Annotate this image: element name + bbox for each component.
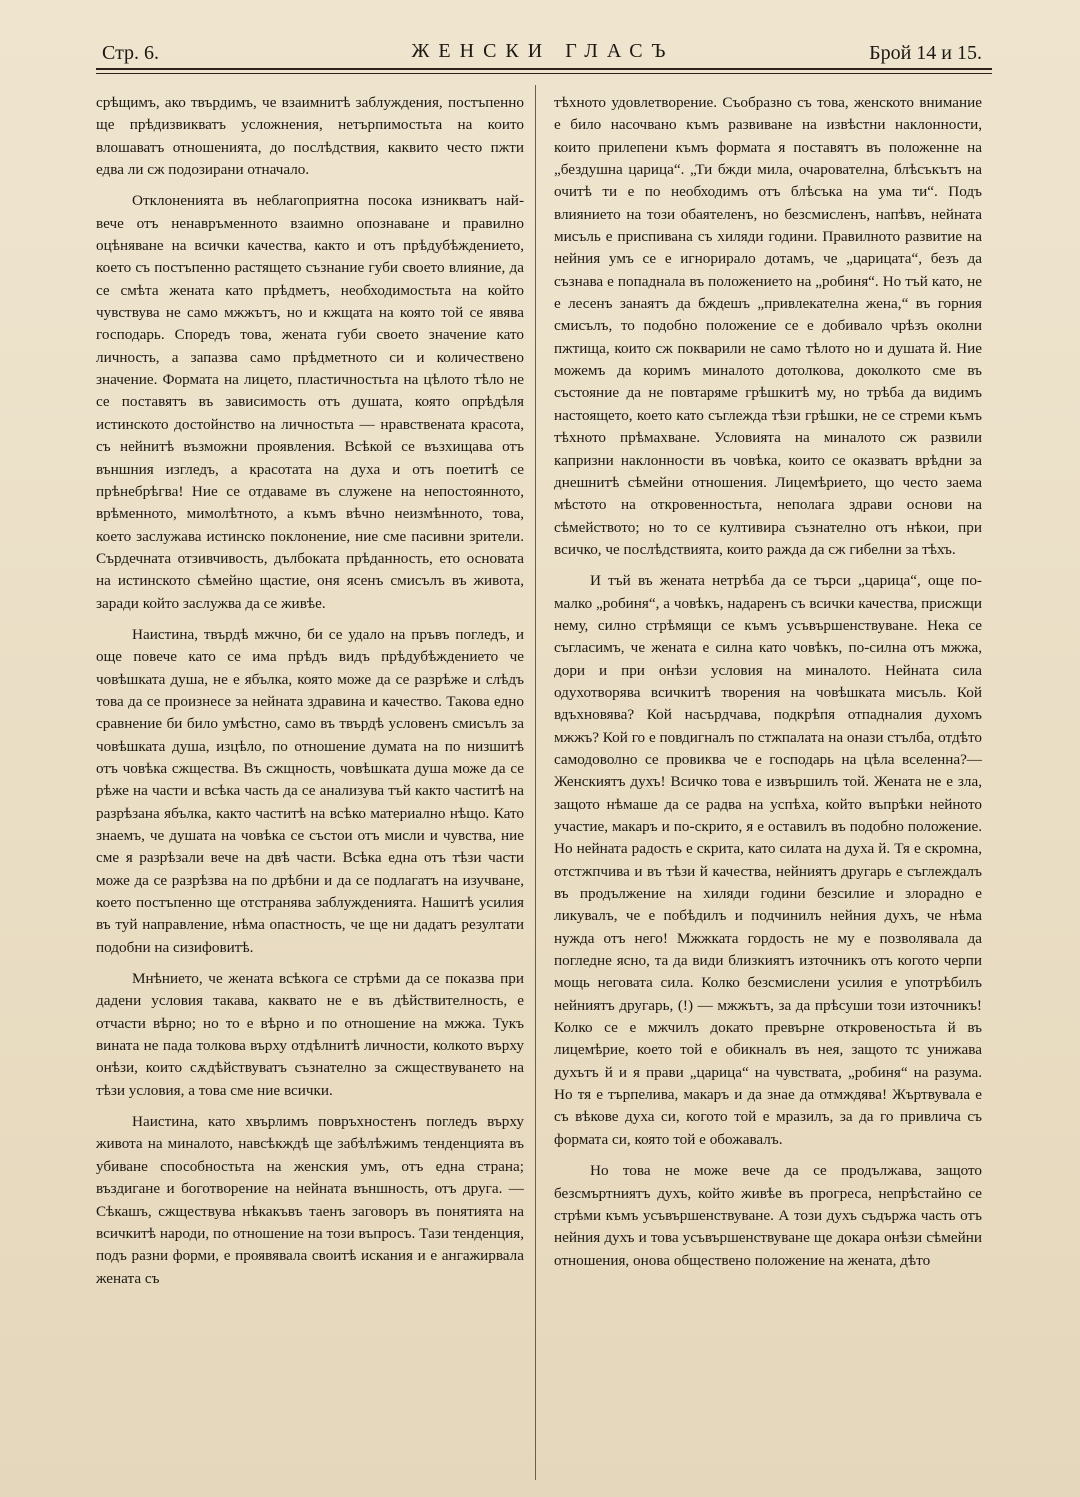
paragraph: И тъй въ жената нетрѣба да се търси „царица“, още по-малко „робиня“, а човѣкъ, надаренъ съ всички качества, присжщи нему, силно стрѣмящи се къмъ усъвършенствуване. Нека се съгласимъ, че жената е силна като човѣкъ, по-силна отъ мжжа, дори и при онѣзи условия на миналото. Нейната сила одухотворява всичкитѣ творения на човѣшката мисъль. Кой вдъхновява? Кой насърдчава, подкрѣпя отпадналия духомъ мжжъ? Кой го е повдигналъ по стжпалата на онази стълба, отдѣто самодоволно се провиква че е господарь на цѣла вселенна?— Женскиятъ духъ! Всичко това е извършилъ той. Жената не е зла, защото нѣмаше да се радва на успѣха, който въпрѣки нейното участие, макаръ и по-скрито, я е оставилъ въ подобно положение. Но нейната радость е скрита, като силата на духа й. Тя е скромна, отстжпчива и въ тѣзи й качества, нейниятъ другарь е съглеждалъ въ продължение на хиляди години безсилие и злорадно е ликувалъ, че е побѣдилъ и подчинилъ нейния духъ, че нѣма нужда отъ него! Мжжката гордость не му е позволявала да погледне ясно, та да види близкиятъ източникъ отъ когото черпи мощь неговата сила. Колко безсмислени усилия е употрѣбилъ нейниятъ другарь, (!) — мжжътъ, за да прѣсуши този източникъ! Колко се е мжчилъ докато превърне откровеностьта й въ лицемѣрие, което той е обикналъ въ нея, защото тс унижава духътъ й и я прави „царица“ на чувствата, „робиня“ на разума. Но тя е търпелива, макаръ и да знае да отмждява! Жъртвувала е съ вѣкове духа си, когото той е мразилъ, за да го привлича съ формата си, която той е обожавалъ. xyxy=(554,572,982,1148)
paragraph: Мнѣнието, че жената всѣкога се стрѣми да се показва при дадени условия такава, каквато не е въ дѣйствителность, е отчасти вѣрно; но то е вѣрно и по отношение на мжжа. Тукъ вината не пада толкова върху отдѣлнитѣ личности, колкото върху онѣзи, които сѫдѣйствуватъ съзнателно за сжществуването на тѣзи условия, а това сме ние всички. xyxy=(96,970,524,1099)
right-column xyxy=(554,92,982,1272)
paragraph: Наистина, като хвърлимъ повръхностенъ погледъ върху живота на миналото, навсѣкждѣ ще забѣлѣжимъ тенденцията въ убиване способностьта на женския умъ, отъ една страна; въздигане и боготворение на нейната външность, отъ друга. — Сѣкашъ, сжществува нѣкакъвъ таенъ заговоръ въ понятията на всичкитѣ народи, по отношение на този въпросъ. Тази тенденция, подъ разни форми, е проявявала своитѣ искания и е ангажирвала жената съ xyxy=(96,1113,524,1287)
left-column xyxy=(96,92,524,1290)
paragraph: Но това не може вече да се продължава, защото безсмъртниятъ духъ, който живѣе въ прогреса, непрѣстайно се стрѣми къмъ усъвършенствуване. А този духъ съдържа часть отъ нейния духъ и това усъвършенствуване ще докара онѣзи сѣмейни отношения, онова обществено положение на жената, дѣто xyxy=(554,1162,982,1269)
paragraph: Наистина, твърдѣ мжчно, би се удало на пръвъ погледъ, и още повече като се има прѣдъ видъ прѣдубѣждението че човѣшката душа, не е ябълка, която може да се разрѣже и слѣдъ това да се произнесе за нейната здравина и качество. Такова едно сравнение би било умѣстно, само въ твърдѣ условенъ смисълъ за човѣшката душа, изцѣло, по отношение думата на по низшитѣ отъ човѣка сжщества. Въ сжщность, човѣшката душа може да се рѣже на части и всѣка часть да се анализува тъй както частитѣ на разрѣзана ябълка, както частитѣ на всѣко материално нѣщо. Като знаемъ, че душата на човѣка се състои отъ мисли и чувства, ние сме я разрѣзали вече на двѣ части. Всѣка една отъ тѣзи части може да се разрѣзва на по дрѣбни и да се подлагатъ на изучване, което постъпенно ще отстранява заблужденията. Нашитѣ усилия въ туй направление, нѣма опастность, че ще ни дадатъ резултати подобни на сизифовитѣ. xyxy=(96,625,524,956)
paragraph: Отклоненията въ неблагоприятна посока изникватъ най-вече отъ ненавръменното взаимно опознаване и правилно оцѣняване на всички качества, както и отъ прѣдубѣждението, което съ постъпенно растящето съзнание губи своето влияние, да се смѣта жената като прѣдметъ, необходимостьта на който чувствува не само мжжътъ, но и кжщата на която той се явява господарь. Споредъ това, жената губи своето значение като личность, а запазва само прѣдметното си и количествено значение. Формата на лицето, пластичностьта на цѣлото тѣло не се поставятъ въ зависимость отъ душата, която опрѣдѣля истинското достойнство на личностьта — нравствената красота, съ нейнитѣ възможни проявления. Всѣкой се възхищава отъ външния изгледъ, а красотата на духа и отъ поетитѣ се прѣнебрѣгва! Ние се отдаваме въ служене на непостоянното, врѣменното, мимолѣтното, а къмъ вѣчно неизмѣнното, това, което заслужава истинско поклонение, ние сме пасивни зрители. Сърдечната отзивчивость, дълбоката прѣданность, ето основата на истинското сѣмейно щастие, оня ясенъ смисълъ въ живота, заради който заслужва да се живѣе. xyxy=(96,192,524,612)
paragraph: тѣхното удовлетворение. Съобразно съ това, женското внимание е било насочвано къмъ развиване на извѣстни наклонности, които прилепени къмъ формата я поставятъ въ положенне на „бездушна царица“. „Ти бжди мила, очарователна, блѣсъкътъ на очитѣ ти е по необходимъ отъ блѣсъка на ума ти“. Подъ влиянието на този обаятеленъ, но безсмисленъ, напѣвъ, нейната мисъль е приспивана съ хиляди години. Правилното развитие на нейния умъ се е игнорирало дотамъ, че „царицата“, безъ да съзнава е попаднала въ положението на „робиня“. Но тъй като, не е лесенъ занаятъ да бждешъ „привлекателна жена,“ въ горния смисълъ, то подобно положение се е добивало чрѣзъ околни пжтища, които сж покварили не само тѣлото но и душата й. Ние можемъ да коримъ миналото дотолкова, доколкото сме въ състояние да не повтаряме грѣшкитѣ му, но трѣба да видимъ настоящето, което като съглежда тѣзи грѣшки, не се стреми къмъ тѣхното прѣмахване. Условията на миналото сж развили капризни наклонности въ човѣка, които се оказватъ врѣдни за днешнитѣ сѣмейни отношения. Лицемѣрието, що често заема мѣстото на откровенностьта, неполага здрави основи на сѣмейството; но то се култивира съзнателно отъ нѣкои, при всичко, че послѣдствията, които ражда да сж гибелни за тѣхъ. xyxy=(554,94,982,558)
newspaper-title: ЖЕНСКИ ГЛАСЪ xyxy=(411,40,675,62)
column-divider xyxy=(535,85,536,1480)
issue-number: Брой 14 и 15. xyxy=(869,42,982,64)
paragraph: срѣщимъ, ако твърдимъ, че взаимнитѣ заблуждения, постъпенно ще прѣдизвикватъ усложнения, нетърпимостьта на които влошаватъ отношенията, до послѣдствия, каквито често пжти едва ли сж подозирани отначало. xyxy=(96,94,524,179)
page-number: Стр. 6. xyxy=(102,42,160,64)
header-rule-thin xyxy=(96,73,992,74)
page-header xyxy=(96,38,990,66)
header-rule xyxy=(96,68,992,70)
